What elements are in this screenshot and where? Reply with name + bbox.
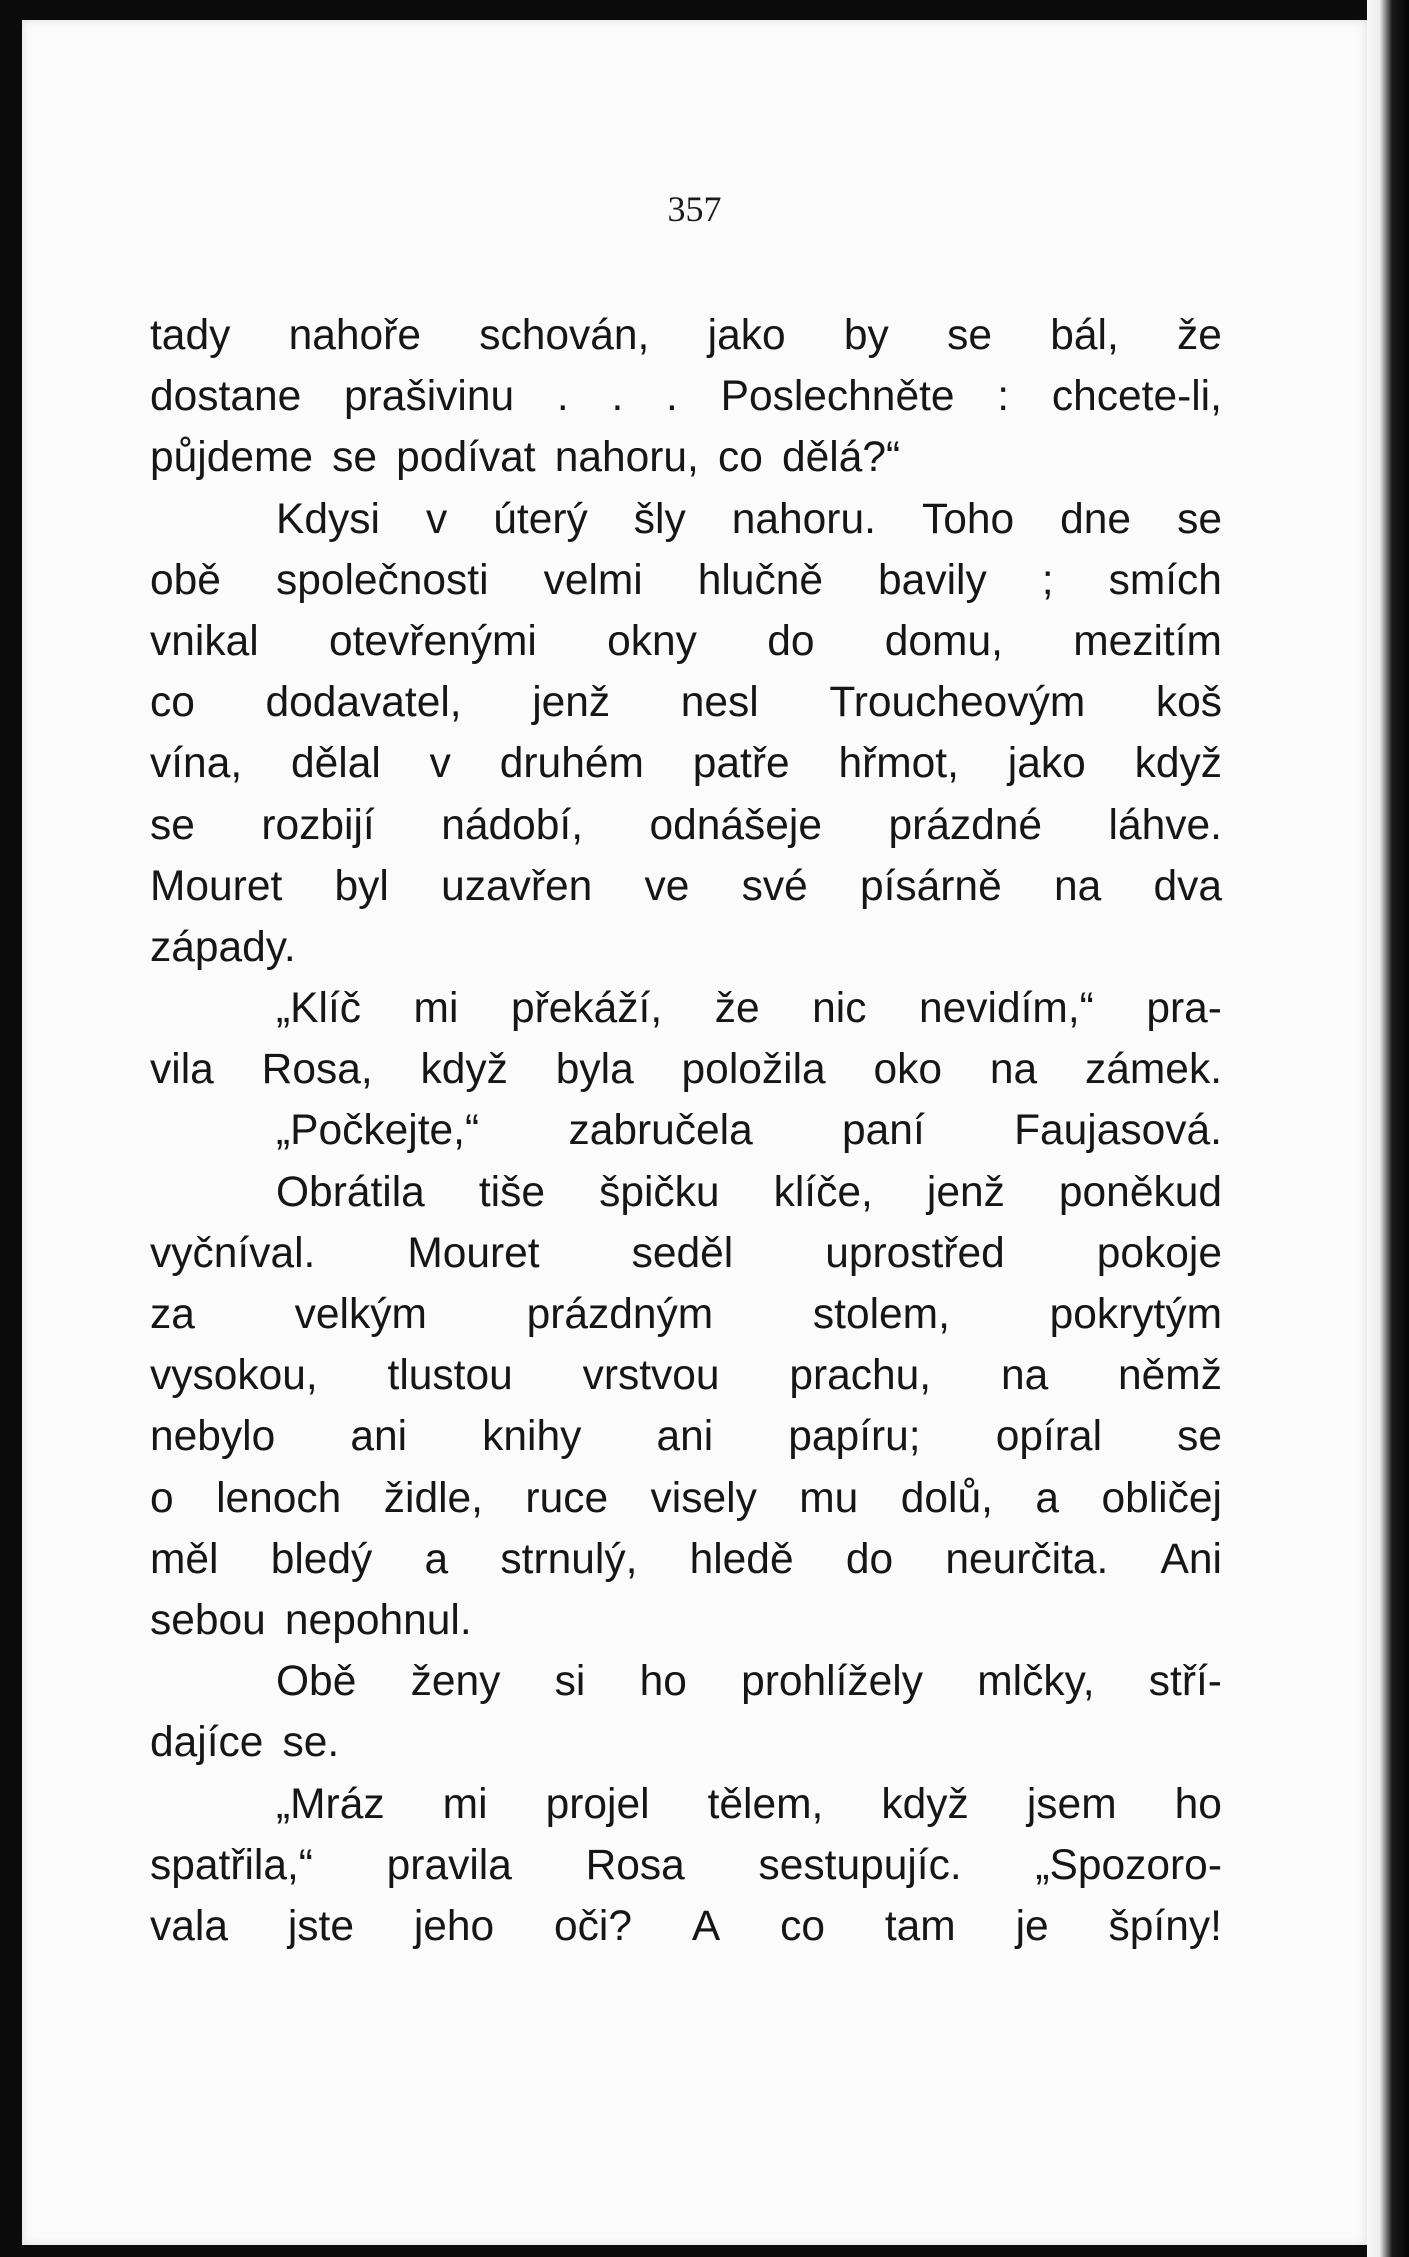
- word: podívat: [396, 434, 536, 482]
- word: za: [150, 1291, 195, 1338]
- word: se: [1177, 1413, 1222, 1461]
- word: že: [1177, 312, 1222, 359]
- word: láhve.: [1108, 801, 1222, 849]
- word: obličej: [1101, 1474, 1222, 1522]
- word: hlučně: [697, 556, 824, 604]
- word: nic: [812, 985, 867, 1033]
- word: :: [997, 373, 1010, 421]
- word: byla: [555, 1046, 634, 1094]
- word: bledý: [270, 1535, 373, 1583]
- word: dolů,: [900, 1474, 993, 1522]
- word: poněkud: [1058, 1168, 1222, 1216]
- word: se: [947, 312, 992, 359]
- word: vala: [150, 1902, 228, 1950]
- word: lenoch: [216, 1474, 342, 1522]
- word: jsem: [1026, 1780, 1117, 1828]
- text-line: [150, 366, 1222, 427]
- word: odnášeje: [649, 801, 822, 849]
- word: ženy: [410, 1658, 501, 1706]
- page-number: 357: [667, 189, 722, 229]
- word: se: [332, 434, 378, 482]
- word: neurčita.: [945, 1535, 1109, 1583]
- word: jeho: [413, 1902, 495, 1950]
- text-line: [150, 1406, 1222, 1467]
- word: uprostřed: [825, 1229, 1005, 1277]
- text-line: [150, 917, 1222, 978]
- text-line: [150, 1162, 1222, 1223]
- body-text: [150, 305, 1222, 1957]
- word: velkým: [294, 1291, 427, 1338]
- word: nahoru.: [731, 495, 876, 543]
- text-line: [150, 978, 1222, 1039]
- word: dva: [1153, 862, 1222, 910]
- text-line: [150, 1345, 1222, 1406]
- text-line: [150, 1896, 1222, 1957]
- word: když: [881, 1780, 969, 1828]
- text-line: [150, 1284, 1222, 1345]
- word: vnikal: [150, 617, 259, 665]
- word: Rosa,: [261, 1046, 373, 1094]
- word: klíče,: [773, 1168, 873, 1216]
- word: velmi: [543, 556, 643, 604]
- text-line: [150, 1039, 1222, 1100]
- word: Obrátila: [276, 1168, 425, 1216]
- word: bál,: [1050, 312, 1119, 359]
- book-page: [22, 20, 1367, 2245]
- word: úterý: [493, 495, 588, 543]
- word: druhém: [499, 740, 644, 788]
- word: paní: [842, 1107, 925, 1155]
- text-line: [150, 795, 1222, 856]
- word: strnulý,: [500, 1535, 638, 1583]
- word: co: [718, 434, 763, 482]
- word: „Spozoro-: [1035, 1841, 1222, 1889]
- text-line: [150, 672, 1222, 733]
- word: dne: [1060, 495, 1132, 543]
- word: se.: [282, 1719, 340, 1767]
- word: co: [780, 1902, 825, 1950]
- text-line: [150, 1223, 1222, 1284]
- word: dajíce: [150, 1719, 264, 1767]
- word: ;: [1041, 556, 1054, 604]
- word: se: [150, 801, 195, 849]
- word: nahoře: [288, 312, 421, 359]
- word: domu,: [884, 617, 1003, 665]
- word: židle,: [383, 1474, 483, 1522]
- word: prachu,: [789, 1352, 932, 1400]
- word: vína,: [150, 740, 243, 788]
- word: jenž: [532, 679, 611, 727]
- word: tlustou: [387, 1352, 513, 1400]
- word: Faujasová.: [1014, 1107, 1222, 1155]
- word: tam: [884, 1902, 956, 1950]
- word: schován,: [479, 312, 650, 359]
- word: ani: [656, 1413, 714, 1461]
- word: .: [556, 373, 569, 421]
- word: mlčky,: [977, 1658, 1095, 1706]
- text-line: [150, 1468, 1222, 1529]
- word: prázdným: [526, 1291, 714, 1338]
- word: oči?: [554, 1902, 633, 1950]
- word: stolem,: [812, 1291, 950, 1338]
- word: „Mráz: [276, 1780, 385, 1828]
- word: seděl: [631, 1229, 734, 1277]
- word: špíny!: [1108, 1902, 1222, 1950]
- word: špičku: [599, 1168, 720, 1216]
- word: ruce: [525, 1474, 609, 1522]
- word: mezitím: [1073, 617, 1222, 665]
- word: jako: [1007, 740, 1086, 788]
- word: se: [1177, 495, 1222, 543]
- word: na: [1000, 1352, 1049, 1400]
- word: zámek.: [1085, 1046, 1222, 1094]
- word: tělem,: [707, 1780, 824, 1828]
- word: pokrytým: [1049, 1291, 1222, 1338]
- word: mi: [442, 1780, 488, 1828]
- word: dodavatel,: [265, 679, 462, 727]
- word: vila: [150, 1046, 214, 1094]
- word: tiše: [478, 1168, 546, 1216]
- word: oko: [873, 1046, 943, 1094]
- word: opíral: [995, 1413, 1103, 1461]
- text-line: [150, 1590, 1222, 1651]
- text-line: [150, 1774, 1222, 1835]
- word: okny: [607, 617, 697, 665]
- text-line: [150, 611, 1222, 672]
- word: v: [425, 495, 448, 543]
- word: si: [554, 1658, 586, 1706]
- word: „Počkejte,“: [276, 1107, 480, 1155]
- word: ani: [350, 1413, 408, 1461]
- word: Toho: [921, 495, 1015, 543]
- word: hřmot,: [838, 740, 959, 788]
- text-line: [150, 1712, 1222, 1773]
- word: nebylo: [150, 1413, 276, 1461]
- word: jako: [707, 312, 786, 359]
- word: visely: [650, 1474, 757, 1522]
- word: a: [1035, 1474, 1059, 1522]
- word: písárně: [859, 862, 1002, 910]
- word: dělá?“: [782, 434, 901, 482]
- text-line: [150, 550, 1222, 611]
- text-line: [150, 733, 1222, 794]
- word: nahoru,: [554, 434, 699, 482]
- word: své: [741, 862, 808, 910]
- word: sestupujíc.: [758, 1841, 962, 1889]
- word: půjdeme: [150, 434, 314, 482]
- word: vrstvou: [582, 1352, 720, 1400]
- word: měl: [150, 1535, 219, 1583]
- text-line: [150, 1529, 1222, 1590]
- word: do: [767, 617, 815, 665]
- word: uzavřen: [441, 862, 593, 910]
- word: o: [150, 1474, 174, 1522]
- word: „Klíč: [276, 985, 361, 1033]
- word: když: [1134, 740, 1222, 788]
- word: prázdné: [888, 801, 1043, 849]
- word: na: [1053, 862, 1102, 910]
- word: pokoje: [1096, 1229, 1222, 1277]
- word: do: [845, 1535, 894, 1583]
- word: Mouret: [407, 1229, 540, 1277]
- word: obě: [150, 556, 221, 604]
- word: nádobí,: [441, 801, 584, 849]
- word: knihy: [482, 1413, 582, 1461]
- word: ho: [1174, 1780, 1222, 1828]
- word: když: [420, 1046, 508, 1094]
- word: Obě: [276, 1658, 357, 1706]
- word: Mouret: [150, 862, 283, 910]
- word: v: [429, 740, 451, 788]
- word: pravila: [386, 1841, 512, 1889]
- text-line: [150, 427, 1222, 488]
- word: Poslechněte: [720, 373, 955, 421]
- word: položila: [681, 1046, 826, 1094]
- word: patře: [692, 740, 790, 788]
- text-line: [150, 856, 1222, 917]
- word: zabručela: [568, 1107, 753, 1155]
- word: rozbijí: [261, 801, 375, 849]
- word: co: [150, 679, 195, 727]
- word: by: [843, 312, 889, 359]
- text-line: [150, 305, 1222, 366]
- text-line: [150, 1100, 1222, 1161]
- word: prašivinu: [344, 373, 515, 421]
- page-edge-shadow: [1367, 0, 1409, 2257]
- word: mu: [799, 1474, 859, 1522]
- word: bavily: [878, 556, 987, 604]
- word: .: [611, 373, 624, 421]
- word: jste: [287, 1902, 354, 1950]
- word: spatřila,“: [150, 1841, 313, 1889]
- word: nesl: [680, 679, 759, 727]
- word: že: [714, 985, 760, 1033]
- word: nepohnul.: [284, 1596, 472, 1644]
- word: dělal: [291, 740, 381, 788]
- word: projel: [545, 1780, 650, 1828]
- word: tady: [150, 312, 231, 359]
- word: Troucheovým: [829, 679, 1086, 727]
- word: jenž: [926, 1168, 1005, 1216]
- word: pra-: [1146, 985, 1222, 1033]
- word: překáží,: [510, 985, 663, 1033]
- word: byl: [334, 862, 389, 910]
- word: stří-: [1148, 1658, 1222, 1706]
- word: papíru;: [788, 1413, 921, 1461]
- word: vyčníval.: [150, 1229, 316, 1277]
- word: němž: [1118, 1352, 1222, 1400]
- word: dostane: [150, 373, 302, 421]
- word: hledě: [689, 1535, 794, 1583]
- text-line: [150, 1835, 1222, 1896]
- word: prohlížely: [741, 1658, 924, 1706]
- word: mi: [413, 985, 459, 1033]
- word: koš: [1155, 679, 1222, 727]
- word: je: [1015, 1902, 1049, 1950]
- word: a: [424, 1535, 449, 1583]
- word: Rosa: [585, 1841, 685, 1889]
- word: ve: [644, 862, 690, 910]
- word: šly: [633, 495, 686, 543]
- word: otevřenými: [328, 617, 537, 665]
- word: západy.: [150, 923, 296, 971]
- word: vysokou,: [150, 1352, 318, 1400]
- word: smích: [1108, 556, 1222, 604]
- text-line: [150, 489, 1222, 550]
- word: .: [666, 373, 678, 421]
- word: sebou: [150, 1596, 266, 1644]
- text-line: [150, 1651, 1222, 1712]
- word: nevidím,“: [919, 985, 1094, 1033]
- word: Ani: [1160, 1535, 1222, 1583]
- word: ho: [639, 1658, 687, 1706]
- word: chcete-li,: [1051, 373, 1222, 421]
- word: A: [691, 1902, 721, 1950]
- word: Kdysi: [276, 495, 380, 543]
- word: na: [989, 1046, 1038, 1094]
- word: společnosti: [275, 556, 489, 604]
